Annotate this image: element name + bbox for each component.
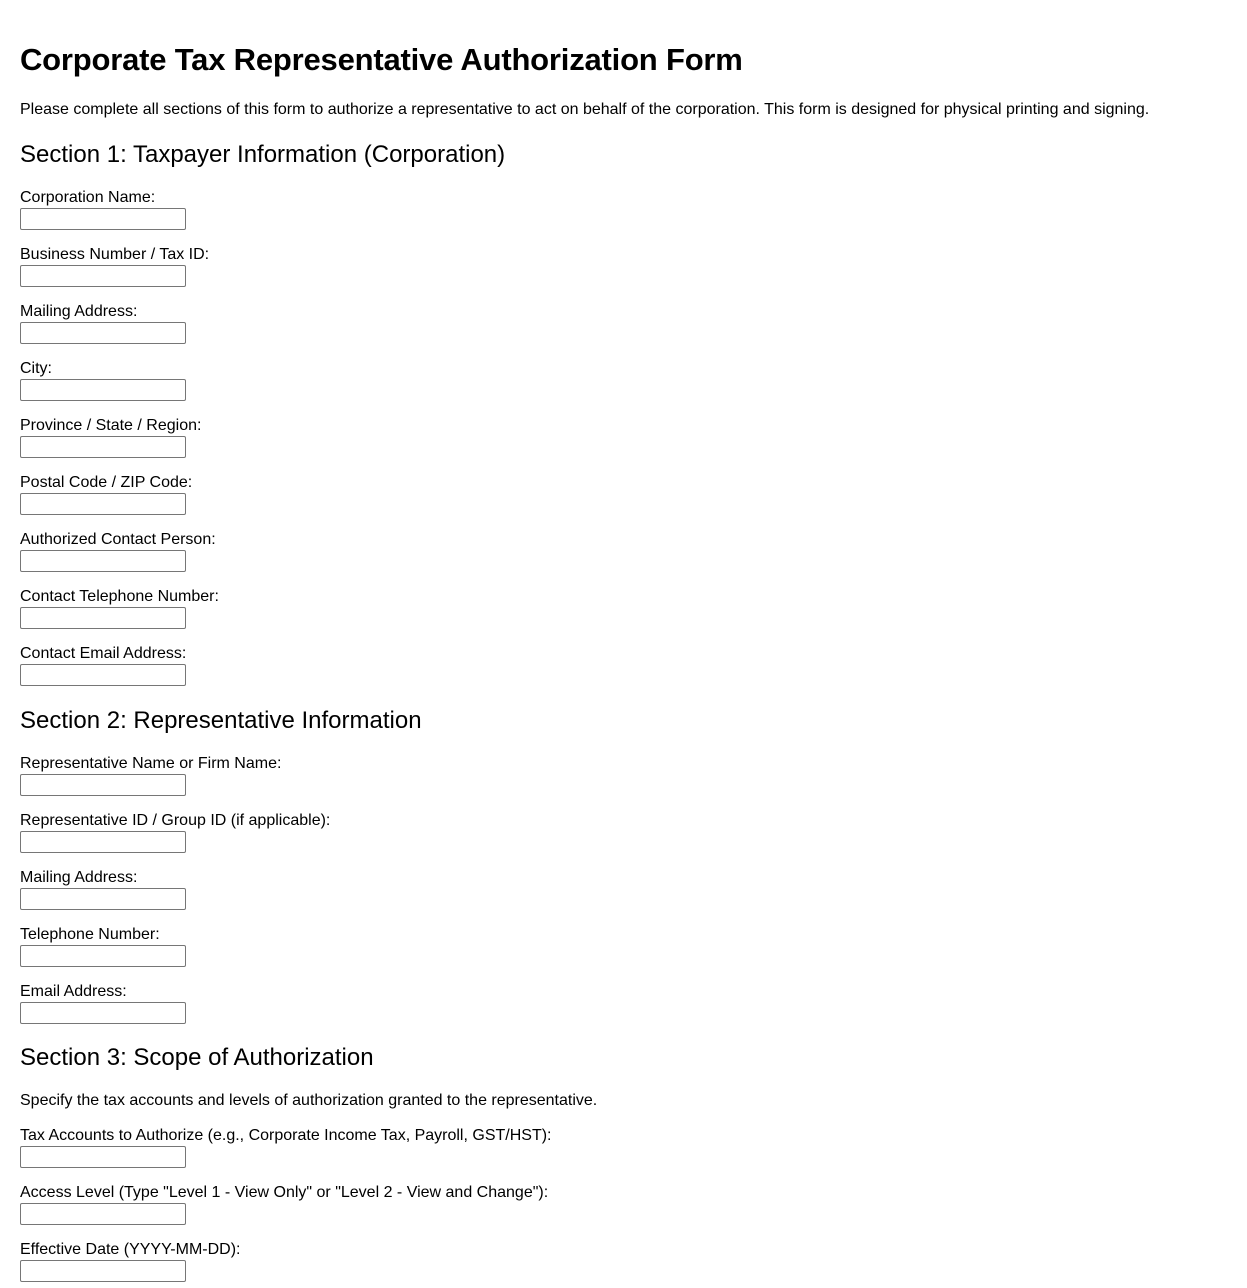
representative-mailing-address-input[interactable] (20, 888, 186, 910)
effective-date-label: Effective Date (YYYY-MM-DD): (20, 1241, 241, 1258)
access-level-label: Access Level (Type "Level 1 - View Only" or "Level 2 - View and Change"): (20, 1184, 549, 1201)
province-state-region-label: Province / State / Region: (20, 417, 202, 434)
business-number-input[interactable] (20, 265, 186, 287)
representative-telephone-label: Telephone Number: (20, 926, 160, 943)
effective-date-group (20, 1240, 920, 1282)
form-instructions: Please complete all sections of this form to authorize a representative to act on behalf of the corporation. This form is designed for physical printing and signing. (20, 101, 1150, 118)
representative-name-group (20, 754, 920, 796)
postal-code-input[interactable] (20, 493, 186, 515)
business-number-label: Business Number / Tax ID: (20, 246, 210, 263)
authorized-contact-person-input[interactable] (20, 550, 186, 572)
page-title: Corporate Tax Representative Authorization Form (20, 42, 743, 77)
representative-mailing-address-group (20, 868, 920, 910)
contact-telephone-group (20, 587, 920, 629)
corporation-name-label: Corporation Name: (20, 189, 156, 206)
representative-telephone-group (20, 925, 920, 967)
representative-name-input[interactable] (20, 774, 186, 796)
representative-mailing-address-label: Mailing Address: (20, 869, 138, 886)
corporation-mailing-address-label: Mailing Address: (20, 303, 138, 320)
corporation-mailing-address-input[interactable] (20, 322, 186, 344)
contact-email-input[interactable] (20, 664, 186, 686)
authorized-contact-person-label: Authorized Contact Person: (20, 531, 216, 548)
representative-email-label: Email Address: (20, 983, 127, 1000)
tax-accounts-input[interactable] (20, 1146, 186, 1168)
access-level-input[interactable] (20, 1203, 186, 1225)
representative-id-label: Representative ID / Group ID (if applicable): (20, 812, 331, 829)
contact-email-label: Contact Email Address: (20, 645, 187, 662)
section-2-heading: Section 2: Representative Information (20, 707, 422, 734)
tax-accounts-group (20, 1126, 920, 1168)
province-state-region-group (20, 416, 920, 458)
corporation-name-group (20, 188, 920, 230)
tax-accounts-label: Tax Accounts to Authorize (e.g., Corporate Income Tax, Payroll, GST/HST): (20, 1127, 552, 1144)
representative-email-group (20, 982, 920, 1024)
authorized-contact-person-group (20, 530, 920, 572)
city-label: City: (20, 360, 52, 377)
city-group (20, 359, 920, 401)
contact-email-group (20, 644, 920, 686)
province-state-region-input[interactable] (20, 436, 186, 458)
section-3-description: Specify the tax accounts and levels of authorization granted to the representative. (20, 1092, 598, 1109)
representative-email-input[interactable] (20, 1002, 186, 1024)
access-level-group (20, 1183, 920, 1225)
section-3-heading: Section 3: Scope of Authorization (20, 1044, 374, 1071)
city-input[interactable] (20, 379, 186, 401)
effective-date-input[interactable] (20, 1260, 186, 1282)
representative-name-label: Representative Name or Firm Name: (20, 755, 282, 772)
representative-id-input[interactable] (20, 831, 186, 853)
representative-telephone-input[interactable] (20, 945, 186, 967)
representative-id-group (20, 811, 920, 853)
contact-telephone-input[interactable] (20, 607, 186, 629)
corporation-mailing-address-group (20, 302, 920, 344)
corporation-name-input[interactable] (20, 208, 186, 230)
section-1-heading: Section 1: Taxpayer Information (Corporation) (20, 141, 506, 168)
business-number-group (20, 245, 920, 287)
postal-code-label: Postal Code / ZIP Code: (20, 474, 193, 491)
contact-telephone-label: Contact Telephone Number: (20, 588, 219, 605)
postal-code-group (20, 473, 920, 515)
